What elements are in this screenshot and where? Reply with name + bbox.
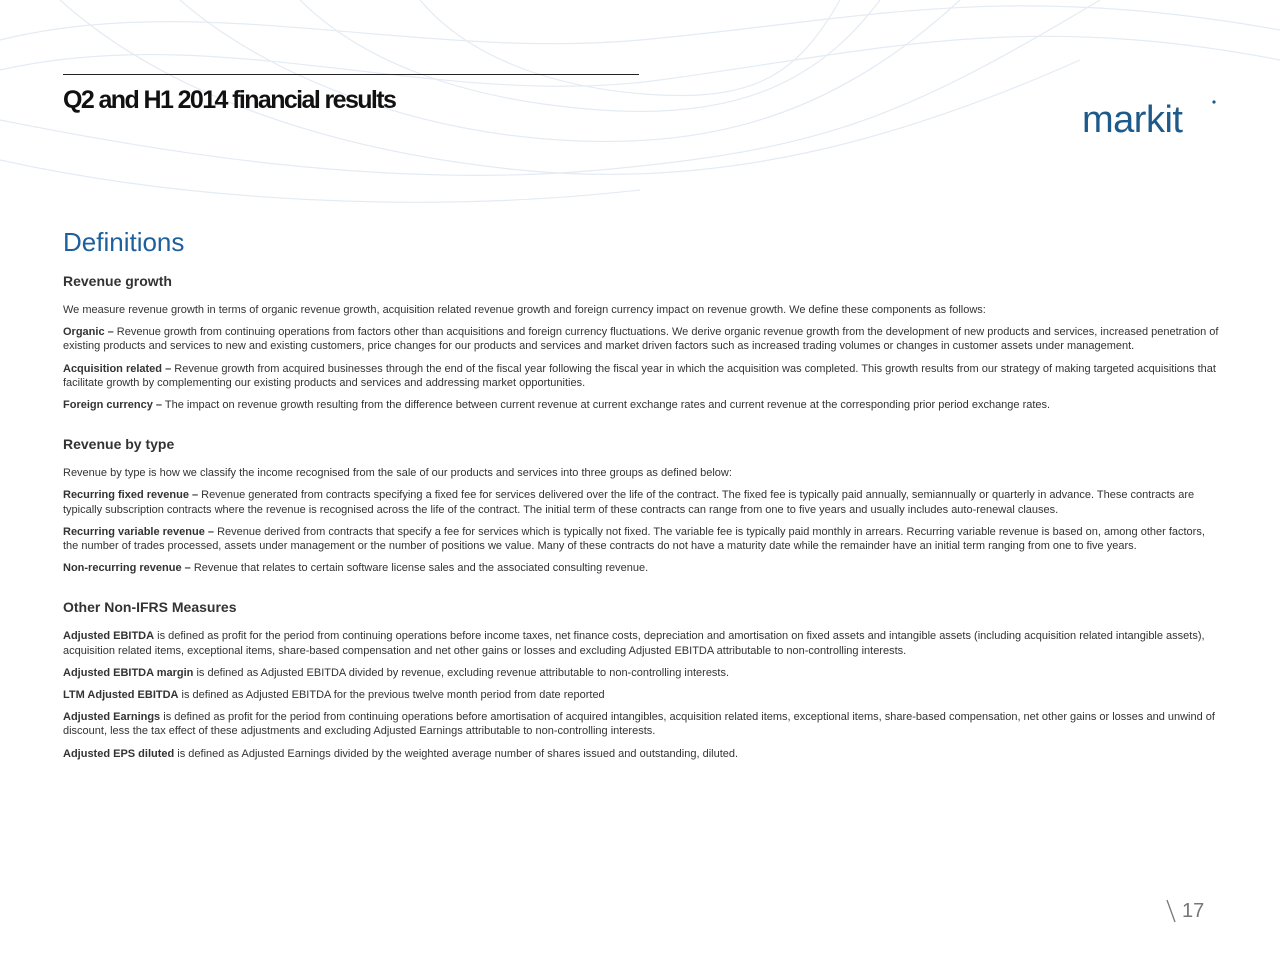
presentation-title: Q2 and H1 2014 financial results [63,86,396,114]
term: Recurring fixed revenue – [63,489,199,502]
term: LTM Adjusted EBITDA [63,689,179,702]
paragraph: Adjusted EPS diluted is defined as Adjusted Earnings divided by the weighted average number of shares issued and outstanding, diluted. [63,747,739,760]
paragraph: Adjusted EBITDA margin is defined as Adjusted EBITDA divided by revenue, excluding revenue attributable to non-controlling interests. [63,666,730,679]
term: Acquisition related – [63,362,172,375]
top-divider [63,74,639,75]
paragraph: LTM Adjusted EBITDA is defined as Adjusted EBITDA for the previous twelve month period from date reported [63,689,605,702]
paragraph: Adjusted Earnings is defined as profit for the period from continuing operations before amortisation of acquired intangibles, acquisition related items, exceptional items, share-based compensation, net other gains or losses and unwind of discount, less the tax effect of these adjustments and excluding Adjusted Earnings attributable to non-controlling interests. [63,711,1215,738]
term: Recurring variable revenue – [63,525,215,538]
paragraph: Acquisition related – Revenue growth from acquired businesses through the end of the fiscal year following the fiscal year in which the acquisition was completed. This growth results from our strategy of making targeted acquisitions that facilitate growth by complementing our existing products and services and addressing market opportunities. [63,362,1216,389]
term: Adjusted Earnings [63,711,161,724]
term: Adjusted EBITDA margin [63,666,194,679]
paragraph: Recurring variable revenue – Revenue derived from contracts that specify a fee for services which is typically not fixed. The variable fee is typically paid monthly in arrears. Recurring variable revenue is based on, among other factors, the number of trades processed, assets under management or the number of positions we value. Many of these contracts do not have a maturity date while the remainder have an initial term ranging from one to five years. [63,525,1205,553]
page-number: 17 [1182,900,1205,922]
markit-logo [1080,96,1220,138]
term: Non-recurring revenue – [63,562,191,575]
term: Foreign currency – [63,399,163,412]
paragraph: Non-recurring revenue – Revenue that relates to certain software license sales and the associated consulting revenue. [63,562,649,575]
paragraph: Revenue by type is how we classify the income recognised from the sale of our products and services into three groups as defined below: [63,467,732,480]
definitions-content [63,272,1223,784]
paragraph: Recurring fixed revenue – Revenue generated from contracts specifying a fixed fee for services delivered over the life of the contract. The fixed fee is typically paid annually, semiannually or quarterly in advance. These contracts are typically subscription contracts where the revenue is recognised across the life of the contract. The initial term of these contracts can range from one to five years and usually includes auto-renewal clauses. [63,489,1195,516]
section-heading: Revenue growth [63,273,172,289]
term: Adjusted EBITDA [63,630,155,643]
paragraph: Organic – Revenue growth from continuing operations from factors other than acquisitions and foreign currency fluctuations. We derive organic revenue growth from the development of new products and services, increased penetration of existing products and services to new and existing customers, price changes for our products and services and market driven factors such as increased trading volumes or changes in customer assets under management. [63,326,1219,353]
paragraph: We measure revenue growth in terms of organic revenue growth, acquisition related revenue growth and foreign currency impact on revenue growth. We define these components as follows: [63,304,986,316]
section-revenue-growth [63,272,1223,412]
section-title: Definitions [63,227,185,257]
section-other-non-ifrs [63,598,1223,760]
section-heading: Revenue by type [63,436,175,453]
paragraph: Foreign currency – The impact on revenue growth resulting from the difference between current revenue at current exchange rates and current revenue at the corresponding prior period exchange rates. [63,399,1051,412]
svg-text:markit: markit [1082,99,1183,138]
page-separator-slash [1164,898,1178,926]
section-heading: Other Non-IFRS Measures [63,599,237,616]
section-revenue-by-type [63,435,1223,575]
paragraph: Adjusted EBITDA is defined as profit for the period from continuing operations before income taxes, net finance costs, depreciation and amortisation on fixed assets and intangible assets (including acquisition related intangible assets), acquisition related items, exceptional items, share-based compensation and net other gains or losses and excluding Adjusted EBITDA attributable to non-controlling interests. [63,630,1205,657]
term: Organic – [63,326,114,339]
term: Adjusted EPS diluted [63,747,175,760]
